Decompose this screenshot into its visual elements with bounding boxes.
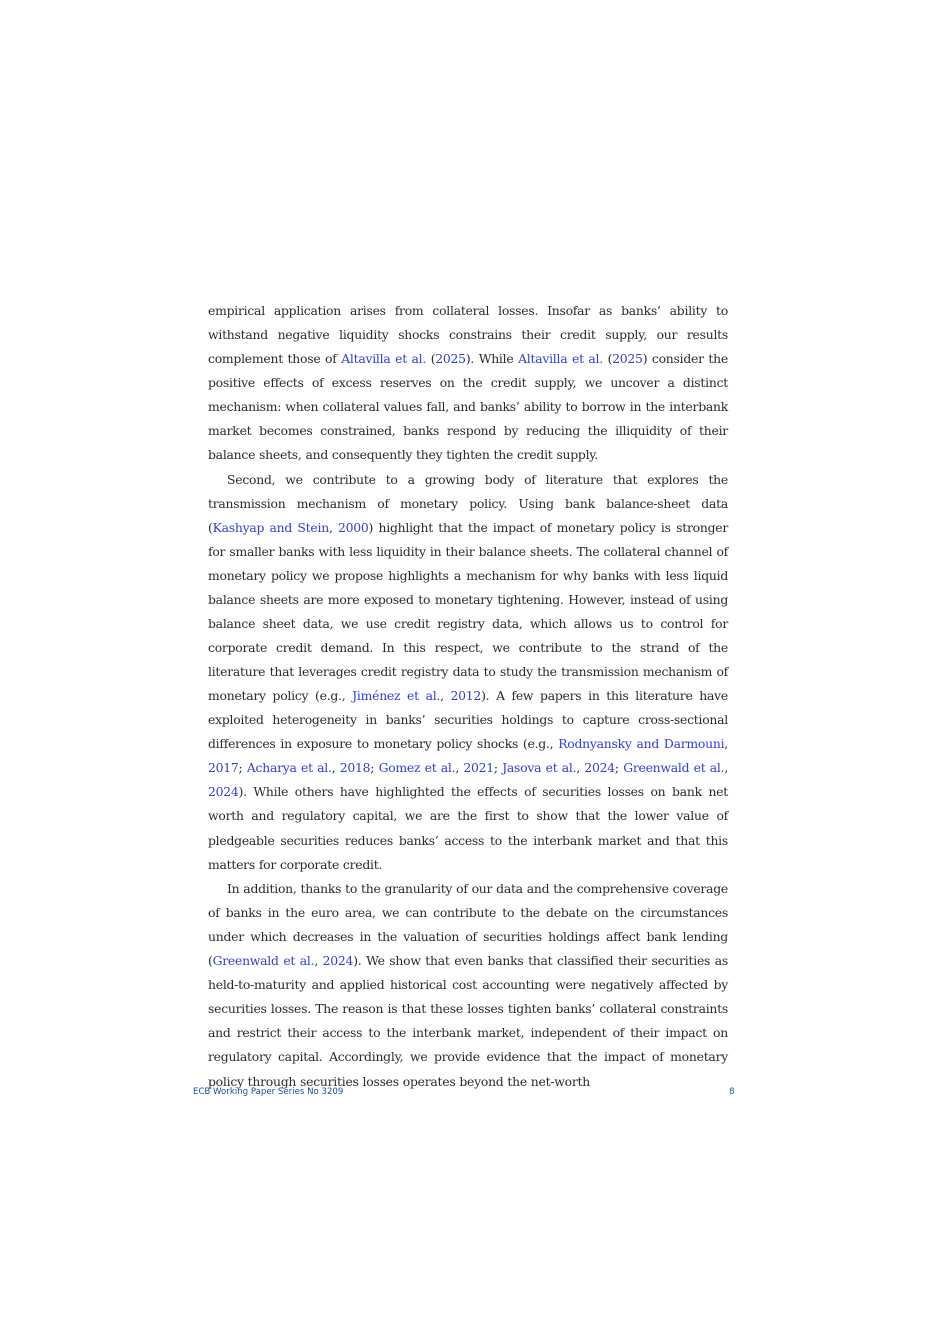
citation-link[interactable]: Gomez et al. [378, 760, 456, 776]
citation-year-link[interactable]: 2025 [435, 351, 466, 367]
text-run: ( [602, 351, 613, 367]
text-run: , [331, 760, 340, 776]
citation-year-link[interactable]: 2017 [208, 760, 239, 776]
citation-year-link[interactable]: 2018 [339, 760, 371, 776]
citation-link[interactable]: Jasova et al. [502, 760, 577, 776]
text-run: ). While [465, 351, 519, 367]
paragraph-2 [208, 468, 728, 877]
text-run: empirical application arises from collateral losses. Insofar as banks’ ability to withstand negative liquidity shocks constrains their credit supply, our results complement those of [208, 303, 728, 367]
citation-link[interactable]: Acharya et al. [246, 760, 332, 776]
citation-year-link[interactable]: 2000 [338, 519, 369, 535]
citation-link[interactable]: Altavilla et al. [518, 351, 603, 367]
text-run: , [724, 760, 729, 776]
text-run: ). We show that even banks that classified their securities as held-to-maturity and applied historical cost accounting were negatively affected by securities losses. The reason is that these losses tighten banks’ collateral constraints and restrict their access to the interbank market, independent of their impact on regulatory capital. Accordingly, we provide evidence that the impact of monetary policy through securities losses operates beyond the net-worth [208, 953, 729, 1089]
text-run: , [455, 760, 464, 776]
text-run: ; [370, 760, 379, 776]
citation-year-link[interactable]: 2024 [208, 784, 239, 800]
citation-year-link[interactable]: 2024 [584, 760, 615, 776]
text-run: ; [238, 760, 247, 776]
footer-series-title: ECB Working Paper Series No 3209 [193, 1087, 344, 1097]
text-run: ( [426, 351, 436, 367]
citation-link[interactable]: Greenwald et al. [623, 760, 725, 776]
page-number: 8 [729, 1087, 735, 1097]
text-run: ) highlight that the impact of monetary policy is stronger for smaller banks with less liquidity in their balance sheets. The collateral channel of monetary policy we propose highlights a mechanism for why banks with less liquid balance sheets are more exposed to monetary tightening. However, instead of using balance sheet data, we use credit registry data, which allows us to control for corporate credit demand. In this respect, we contribute to the strand of the literature that leverages credit registry data to study the transmission mechanism of monetary policy (e.g., [208, 519, 729, 704]
text-run: , [314, 953, 323, 969]
citation-link[interactable]: Kashyap and Stein [212, 519, 329, 535]
text-run: ; [614, 760, 624, 776]
citation-link[interactable]: Altavilla et al. [341, 351, 427, 367]
text-run: In addition, thanks to the granularity of our data and the comprehensive coverage of banks in the euro area, we can contribute to the debate on the circumstances under which decreases in the valuation of securities holdings affect bank lending ( [208, 881, 728, 969]
citation-link[interactable]: Greenwald et al. [212, 953, 315, 969]
citation-year-link[interactable]: 2025 [612, 351, 643, 367]
citation-year-link[interactable]: 2021 [463, 760, 494, 776]
text-run: , [724, 736, 728, 752]
text-run: ). While others have highlighted the effects of securities losses on bank net worth and regulatory capital, we are the first to show that the lower value of pledgeable securities reduces banks’ access to the interbank market and that this matters for corporate credit. [208, 784, 728, 872]
paragraph-3 [208, 877, 728, 1093]
citation-link[interactable]: Rodnyansky and Darmouni [558, 736, 725, 752]
text-run: Second, we contribute to a growing body of literature that explores the transmission mechanism of monetary policy. Using bank balance-sheet data ( [208, 471, 728, 535]
text-run: , [440, 688, 451, 704]
citation-year-link[interactable]: 2012 [450, 688, 482, 704]
paragraph-1 [208, 299, 728, 467]
text-run: ). A few papers in this literature have exploited heterogeneity in banks’ securities holdings to capture cross-sectional differences in exposure to monetary policy shocks (e.g., [208, 688, 728, 752]
citation-year-link[interactable]: 2024 [322, 953, 354, 969]
citation-link[interactable]: Jiménez et al. [352, 688, 441, 704]
text-run: ; [493, 760, 503, 776]
text-run: , [328, 519, 338, 535]
body-text [208, 299, 728, 1094]
text-run: , [576, 760, 585, 776]
text-run: ) consider the positive effects of excess reserves on the credit supply, we uncover a distinct mechanism: when collateral values fall, and banks’ ability to borrow in the interbank market becomes constrained, banks respond by reducing the illiquidity of their balance sheets, and consequently they tighten the credit supply. [208, 351, 728, 463]
